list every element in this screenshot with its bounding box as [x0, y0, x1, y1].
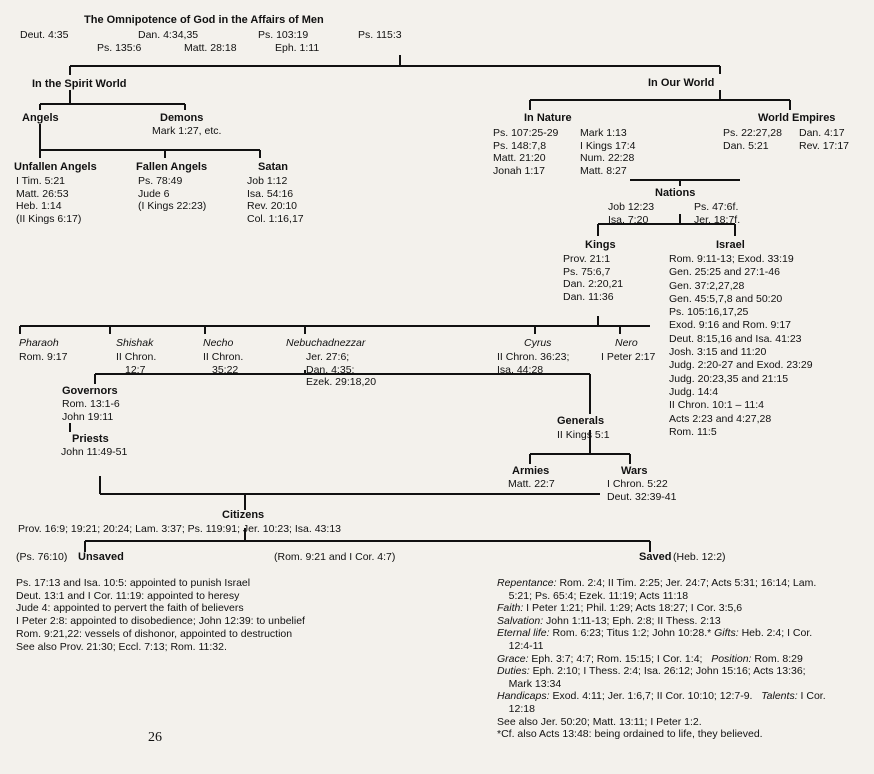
- title-ref: Dan. 4:34,35: [138, 29, 199, 41]
- nations-refs-col-b: Ps. 47:6f. Jer. 18:7f.: [694, 201, 741, 226]
- fallen-angels-refs: Ps. 78:49 Jude 6 (I Kings 22:23): [138, 175, 207, 213]
- saved-ref-text: Eph. 3:7; 4:7; Rom. 15:15; I Cor. 1:4;: [528, 652, 712, 665]
- our-world-heading: In Our World: [648, 77, 715, 89]
- saved-category-label: Faith:: [497, 602, 524, 615]
- generals-heading: Generals: [557, 415, 605, 427]
- demons-heading: Demons: [160, 112, 204, 124]
- shishak-refs: II Chron. 12:7: [116, 351, 157, 376]
- saved-category-label: Position:: [711, 652, 752, 665]
- saved-ref-text: Eph. 2:10; I Thess. 2:4; Isa. 26:12; John 15:16; Acts 13:36;: [529, 665, 806, 678]
- saved-ref-line: [497, 690, 826, 703]
- unfallen-angels-heading: Unfallen Angels: [14, 161, 97, 173]
- saved-ref-text: Exod. 4:11; Jer. 1:6,7; II Cor. 10:10; 12:7-9.: [549, 690, 762, 703]
- saved-ref-text: I Cor.: [797, 690, 826, 703]
- saved-ref-text: 5:21; Ps. 65:4; Ezek. 11:19; Acts 11:18: [497, 589, 689, 602]
- nations-refs-col-a: Job 12:23 Isa. 7:20: [608, 201, 655, 226]
- saved-category-label: Grace:: [497, 652, 529, 665]
- empires-refs-col-b: Dan. 4:17 Rev. 17:17: [799, 127, 850, 152]
- unsaved-heading: Unsaved: [78, 551, 124, 563]
- cyrus-refs: II Chron. 36:23; Isa. 44:28: [497, 351, 570, 376]
- saved-ref-line: [497, 627, 826, 640]
- governors-refs: Rom. 13:1-6 John 19:11: [62, 398, 120, 423]
- saved-ref-line: [497, 653, 826, 666]
- nebuchadnezzar-refs: Jer. 27:6; Dan. 4:35; Ezek. 29:18,20: [306, 351, 377, 389]
- israel-refs: Rom. 9:11-13; Exod. 33:19 Gen. 25:25 and 27:1-46 Gen. 37:2,27,28 Gen. 45:5,7,8 and 50:20 Ps. 105:16,17,25 Exod. 9:16 and Rom. 9:17 Deut. 8:15,16 and Isa. 41:23 Josh. 3:15 and 11:20 Judg. 2:20-27 and Exod. 23:29 Judg. 20:23,35 and 21:15 Judg. 14:4 II Chron. 10:1 – 11:4 Acts 2:23 and 4:27,28 Rom. 11:5: [669, 253, 813, 438]
- unsaved-mid-ref: (Rom. 9:21 and I Cor. 4:7): [274, 551, 396, 563]
- saved-ref-text: Heb. 2:4; I Cor.: [738, 627, 813, 640]
- unsaved-refs: Ps. 17:13 and Isa. 10:5: appointed to punish Israel Deut. 13:1 and I Cor. 11:19: appointed to heresy Jude 4: appointed to pervert the faith of believers I Peter 2:8: appointed to disobedience; John 12:39: to unbelief Rom. 9:21,22: vessels of dishonor, appointed to destruction See also Prov. 21:30; Eccl. 7:13; Rom. 11:32.: [16, 577, 305, 653]
- nebuchadnezzar-label: Nebuchadnezzar: [286, 337, 366, 349]
- title-ref: Ps. 115:3: [358, 29, 402, 41]
- saved-category-label: Talents:: [761, 690, 798, 703]
- saved-ref-text: See also Jer. 50:20; Matt. 13:11; I Peter 1:2.: [497, 715, 702, 728]
- empires-refs-col-a: Ps. 22:27,28 Dan. 5:21: [723, 127, 782, 152]
- title-ref: Matt. 28:18: [184, 42, 237, 54]
- title-ref: Ps. 135:6: [97, 42, 142, 54]
- unsaved-prefix-ref: (Ps. 76:10): [16, 551, 68, 563]
- necho-refs: II Chron. 35:22: [203, 351, 244, 376]
- satan-heading: Satan: [258, 161, 288, 173]
- citizens-heading: Citizens: [222, 509, 265, 521]
- fallen-angels-heading: Fallen Angels: [136, 161, 208, 173]
- spirit-world-heading: In the Spirit World: [32, 78, 127, 90]
- saved-ref: (Heb. 12:2): [673, 551, 726, 563]
- governors-heading: Governors: [62, 385, 118, 397]
- saved-ref-line: [497, 590, 826, 603]
- nero-ref: I Peter 2:17: [601, 351, 656, 363]
- saved-ref-line: [497, 615, 826, 628]
- nero-label: Nero: [615, 337, 638, 349]
- saved-ref-line: [497, 678, 826, 691]
- nature-refs-col-b: Mark 1:13 I Kings 17:4 Num. 22:28 Matt. 8:27: [580, 127, 636, 177]
- unfallen-angels-refs: I Tim. 5:21 Matt. 26:53 Heb. 1:14 (II Kings 6:17): [16, 175, 82, 225]
- satan-refs: Job 1:12 Isa. 54:16 Rev. 20:10 Col. 1:16,17: [247, 175, 304, 225]
- saved-ref-line: [497, 728, 826, 741]
- page-number: 26: [148, 730, 162, 745]
- priests-ref: John 11:49-51: [61, 446, 128, 458]
- pharaoh-ref: Rom. 9:17: [19, 351, 68, 363]
- saved-ref-line: [497, 602, 826, 615]
- saved-category-label: Duties:: [497, 665, 530, 678]
- diagram-title: The Omnipotence of God in the Affairs of Men: [84, 14, 324, 26]
- saved-category-label: Gifts:: [714, 627, 739, 640]
- saved-ref-line: [497, 665, 826, 678]
- kings-refs: Prov. 21:1 Ps. 75:6,7 Dan. 2:20,21 Dan. 11:36: [563, 253, 624, 303]
- saved-ref-text: I Peter 1:21; Phil. 1:29; Acts 18:27; I Cor. 3:5,6: [523, 602, 743, 615]
- nature-refs-col-a: Ps. 107:25-29 Ps. 148:7,8 Matt. 21:20 Jonah 1:17: [493, 127, 559, 177]
- saved-ref-text: 12:4-11: [497, 639, 544, 652]
- saved-ref-line: [497, 640, 826, 653]
- saved-ref-text: Rom. 6:23; Titus 1:2; John 10:28.*: [549, 627, 715, 640]
- shishak-label: Shishak: [116, 337, 154, 349]
- saved-heading: Saved: [639, 551, 672, 563]
- pharaoh-label: Pharaoh: [19, 337, 59, 349]
- saved-ref-text: Rom. 2:4; II Tim. 2:25; Jer. 24:7; Acts 5:31; 16:14; Lam.: [556, 577, 817, 589]
- necho-label: Necho: [203, 337, 234, 349]
- saved-refs: [497, 577, 826, 741]
- world-empires-heading: World Empires: [758, 112, 836, 124]
- title-ref: Eph. 1:11: [275, 42, 320, 54]
- israel-heading: Israel: [716, 239, 745, 251]
- saved-category-label: Repentance:: [497, 577, 557, 589]
- saved-ref-text: Rom. 8:29: [751, 652, 803, 665]
- generals-ref: II Kings 5:1: [557, 429, 610, 441]
- armies-heading: Armies: [512, 465, 550, 477]
- saved-ref-text: 12:18: [497, 702, 535, 715]
- saved-ref-line: [497, 716, 826, 729]
- nations-heading: Nations: [655, 187, 696, 199]
- saved-ref-line: [497, 577, 826, 590]
- armies-ref: Matt. 22:7: [508, 478, 555, 490]
- saved-category-label: Eternal life:: [497, 627, 550, 640]
- citizens-refs: Prov. 16:9; 19:21; 20:24; Lam. 3:37; Ps. 119:91; Jer. 10:23; Isa. 43:13: [18, 523, 341, 535]
- title-ref: Ps. 103:19: [258, 29, 309, 41]
- saved-category-label: Salvation:: [497, 614, 544, 627]
- saved-category-label: Handicaps:: [497, 690, 550, 703]
- demons-ref: Mark 1:27, etc.: [152, 125, 222, 137]
- kings-heading: Kings: [585, 239, 616, 251]
- angels-heading: Angels: [22, 112, 59, 124]
- wars-heading: Wars: [621, 465, 648, 477]
- wars-refs: I Chron. 5:22 Deut. 32:39-41: [607, 478, 677, 503]
- cyrus-label: Cyrus: [524, 337, 552, 349]
- title-ref: Deut. 4:35: [20, 29, 69, 41]
- in-nature-heading: In Nature: [524, 112, 572, 124]
- saved-ref-line: [497, 703, 826, 716]
- saved-ref-text: John 1:11-13; Eph. 2:8; II Thess. 2:13: [543, 614, 721, 627]
- priests-heading: Priests: [72, 433, 109, 445]
- saved-ref-text: *Cf. also Acts 13:48: being ordained to life, they believed.: [497, 728, 763, 741]
- saved-ref-text: Mark 13:34: [497, 677, 562, 690]
